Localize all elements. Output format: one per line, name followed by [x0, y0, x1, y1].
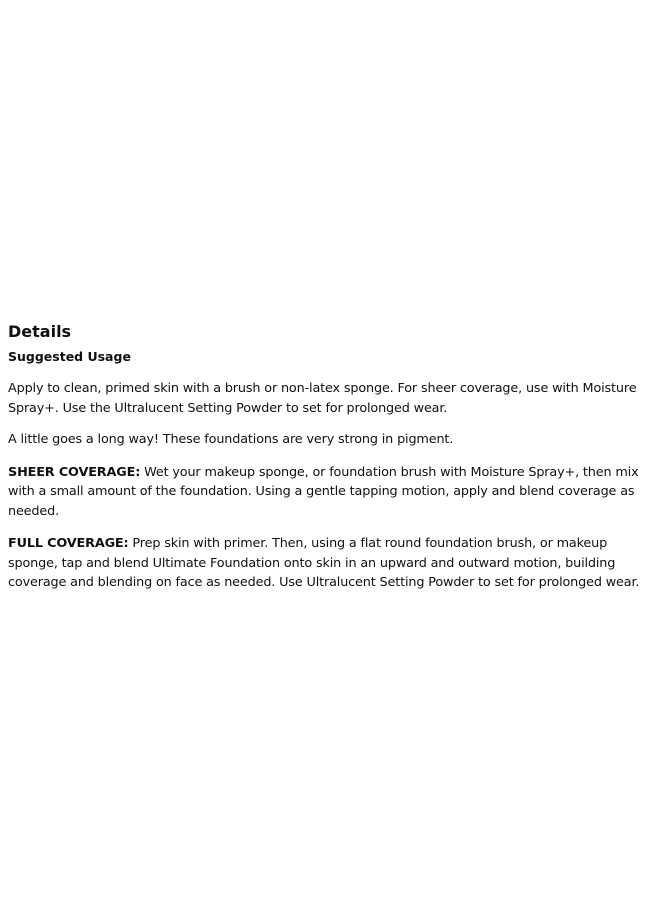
sheer-coverage-text: Wet your makeup sponge, or foundation brush with Moisture Spray+, then mix with a small amount of the foundation. Using a gentle tapping motion, apply and blend coverage as needed.: [8, 464, 639, 519]
usage-paragraph-pigment: A little goes a long way! These foundations are very strong in pigment.: [8, 432, 454, 447]
suggested-usage-heading: Suggested Usage: [8, 349, 131, 364]
full-coverage-text: Prep skin with primer. Then, using a flat round foundation brush, or makeup sponge, tap and blend Ultimate Foundation onto skin in an upward and outward motion, building coverage and blending on face as needed. Use Ultralucent Setting Powder to set for prolonged wear.: [8, 536, 640, 590]
usage-paragraph-apply: Apply to clean, primed skin with a brush or non-latex sponge. For sheer coverage, use with Moisture Spray+. Use the Ultralucent Setting Powder to set for prolonged wear.: [8, 381, 637, 416]
sheer-coverage-label: SHEER COVERAGE:: [8, 464, 141, 480]
sheer-coverage-paragraph: [8, 463, 656, 522]
details-heading: Details: [8, 322, 72, 341]
full-coverage-label: FULL COVERAGE:: [8, 536, 129, 551]
product-details-section: [8, 320, 656, 593]
full-coverage-paragraph: [8, 534, 656, 593]
